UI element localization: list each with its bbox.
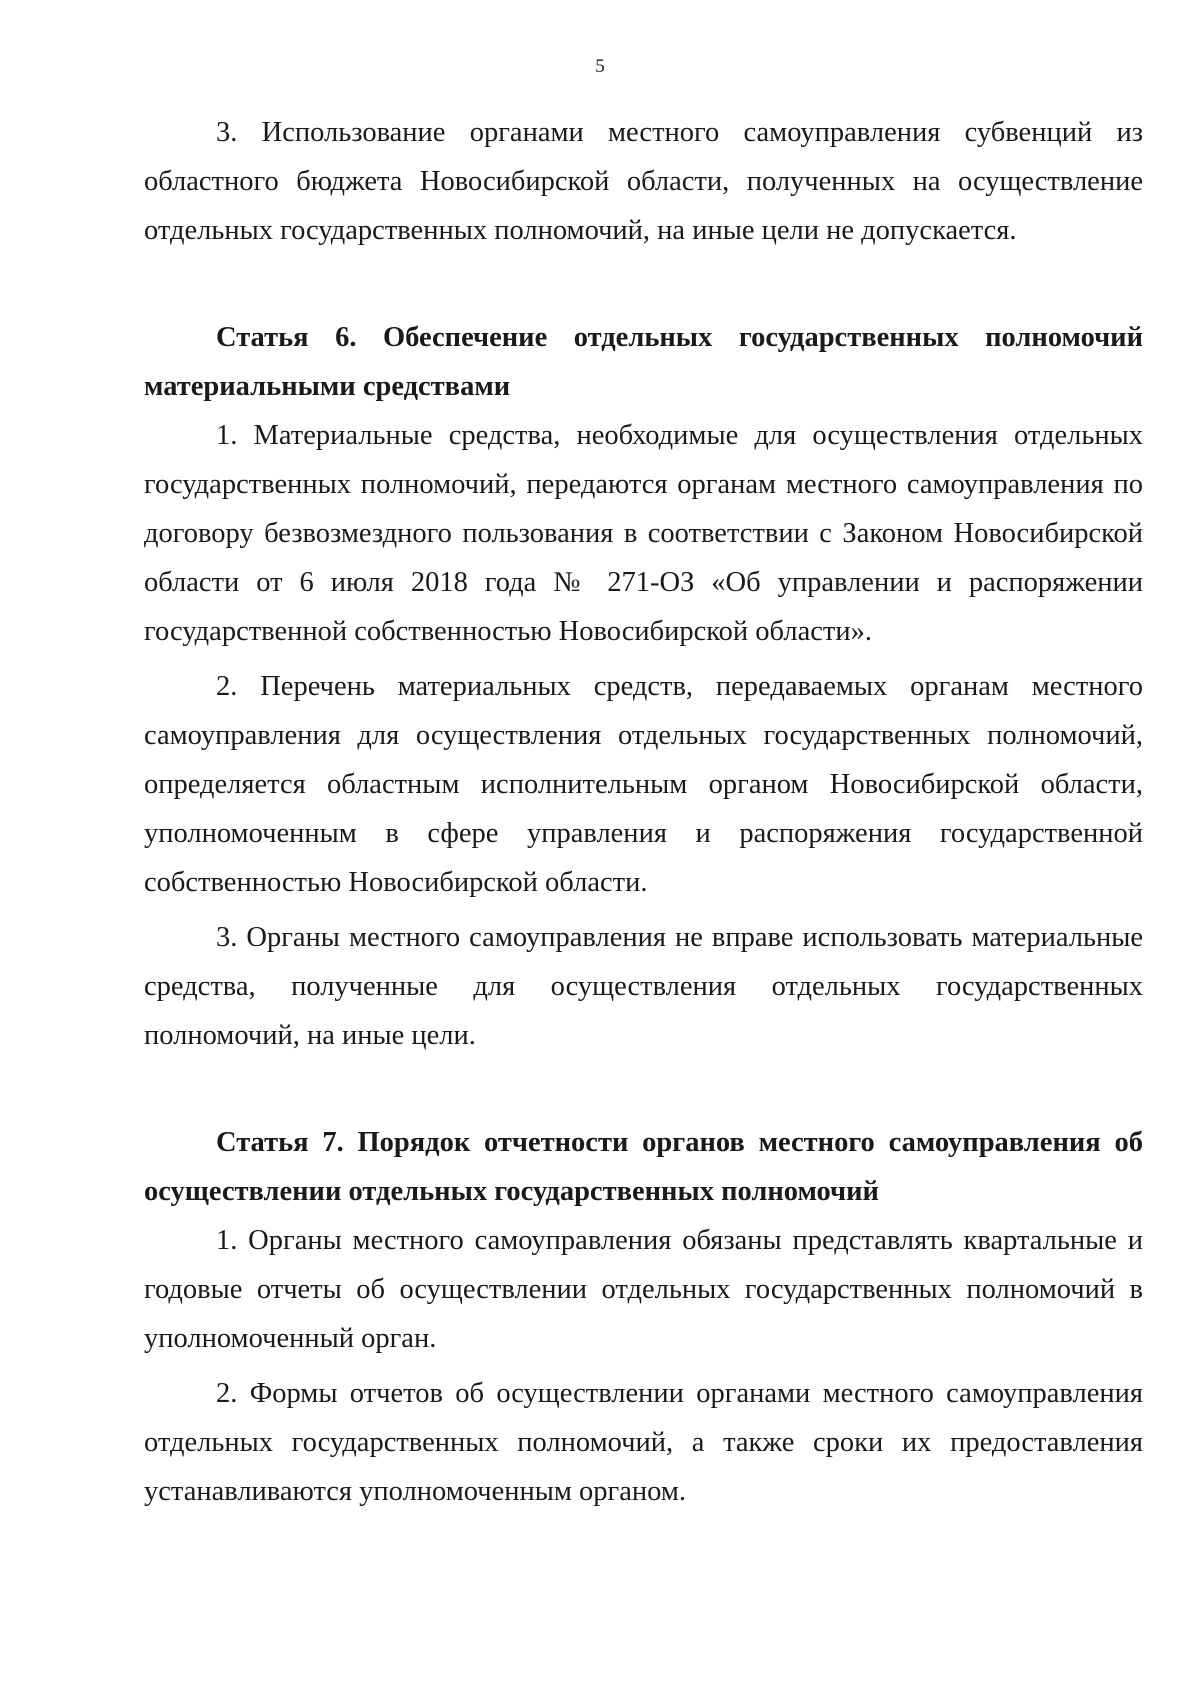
article7-paragraph-1: 1. Органы местного самоуправления обязаны представлять квартальные и годовые отчеты об осуществлении отдельных государственных полномочий в уполномоченный орган.	[144, 1225, 1143, 1354]
article6-heading: Статья 6. Обеспечение отдельных государственных полномочий материальными средствами	[144, 322, 1143, 402]
article7-heading: Статья 7. Порядок отчетности органов местного самоуправления об осуществлении отдельных государственных полномочий	[144, 1127, 1143, 1207]
article7-paragraph-2: 2. Формы отчетов об осуществлении органами местного самоуправления отдельных государственных полномочий, а также сроки их предоставления устанавливаются уполномоченным органом.	[144, 1378, 1143, 1507]
page-number: 5	[595, 56, 605, 77]
article6-paragraph-2: 2. Перечень материальных средств, передаваемых органам местного самоуправления для осуществления отдельных государственных полномочий, определяется областным исполнительным органом Новосибирской области, уполномоченным в сфере управления и распоряжения государственной собственностью Новосибирской области.	[144, 671, 1143, 898]
article5-paragraph-3: 3. Использование органами местного самоуправления субвенций из областного бюджета Новосибирской области, полученных на осуществление отдельных государственных полномочий, на иные цели не допускается.	[144, 117, 1143, 246]
document-body	[144, 108, 1143, 1516]
article6-paragraph-3: 3. Органы местного самоуправления не вправе использовать материальные средства, полученные для осуществления отдельных государственных полномочий, на иные цели.	[144, 922, 1143, 1051]
article6-paragraph-1: 1. Материальные средства, необходимые для осуществления отдельных государственных полномочий, передаются органам местного самоуправления по договору безвозмездного пользования в соответствии с Законом Новосибирской области от 6 июля 2018 года № 271-ОЗ «Об управлении и распоряжении государственной собственностью Новосибирской области».	[144, 420, 1143, 647]
